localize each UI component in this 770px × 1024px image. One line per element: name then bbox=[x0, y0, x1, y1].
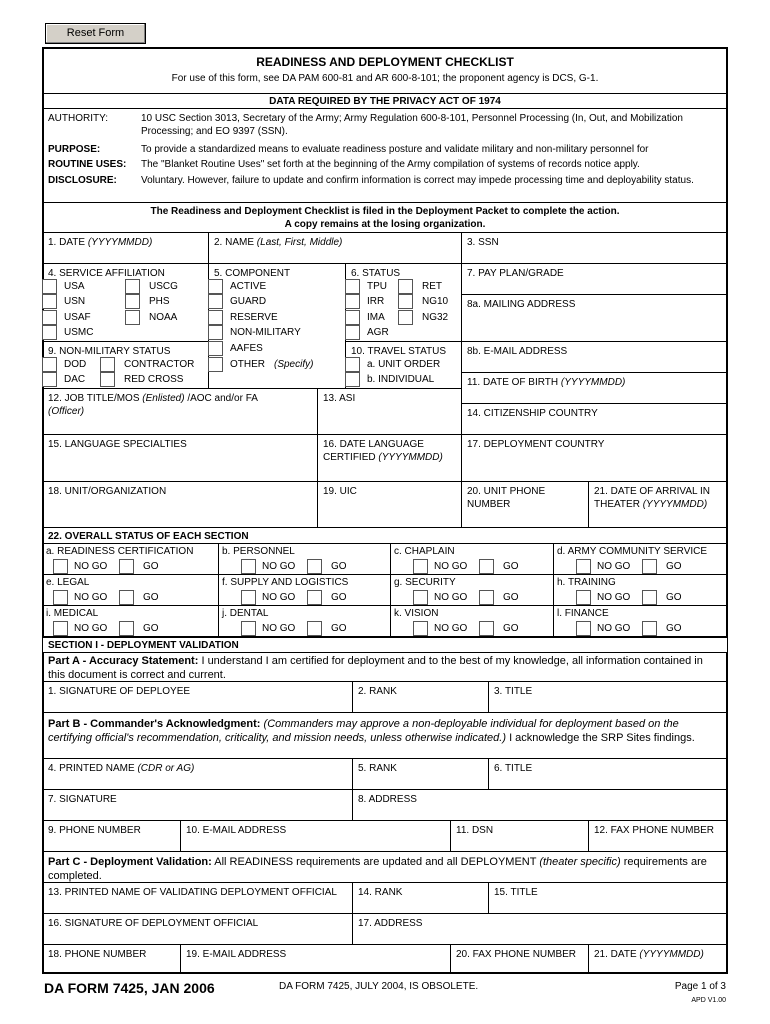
status-section-label: c. CHAPLAIN bbox=[394, 546, 455, 557]
go-checkbox[interactable] bbox=[307, 621, 322, 636]
checkbox-label: USAF bbox=[64, 312, 91, 323]
checkbox-ret[interactable] bbox=[398, 279, 413, 294]
checkbox-label: DOD bbox=[64, 359, 87, 370]
checkbox-usn[interactable] bbox=[42, 294, 57, 309]
checkbox-contractor[interactable] bbox=[100, 357, 115, 372]
nogo-label: NO GO bbox=[597, 561, 631, 572]
job-title-aoc: /AOC and/or FA bbox=[187, 393, 258, 404]
citizenship-field[interactable] bbox=[461, 403, 728, 435]
nogo-label: NO GO bbox=[262, 592, 296, 603]
language-specialties-field[interactable] bbox=[42, 434, 318, 482]
go-label: GO bbox=[143, 592, 159, 603]
travel-status-label: 10. TRAVEL STATUS bbox=[351, 346, 447, 357]
checkbox-label: PHS bbox=[149, 296, 170, 307]
checkbox-uscg[interactable] bbox=[125, 279, 140, 294]
commander-name-field[interactable] bbox=[42, 758, 353, 790]
checkbox-label: DAC bbox=[64, 374, 86, 385]
status-section-label: i. MEDICAL bbox=[46, 608, 99, 619]
status-section-label: f. SUPPLY AND LOGISTICS bbox=[222, 577, 349, 588]
part-a-statement bbox=[42, 652, 728, 682]
go-label: GO bbox=[503, 561, 519, 572]
nogo-checkbox[interactable] bbox=[53, 621, 68, 636]
status-vision bbox=[390, 605, 554, 637]
checkbox-dac[interactable] bbox=[42, 372, 57, 387]
checkbox-non-military[interactable] bbox=[208, 325, 223, 340]
commander-phone-label: 9. PHONE NUMBER bbox=[48, 825, 141, 836]
purpose-label: PURPOSE: bbox=[48, 144, 101, 155]
name-label: 2. NAME bbox=[214, 237, 255, 248]
email-address-label: 8b. E-MAIL ADDRESS bbox=[467, 346, 568, 357]
checkbox-guard[interactable] bbox=[208, 294, 223, 309]
checkbox-label: AGR bbox=[367, 327, 389, 338]
deployee-rank-label: 2. RANK bbox=[358, 686, 397, 697]
deployment-country-label: 17. DEPLOYMENT COUNTRY bbox=[467, 439, 605, 450]
page-number: Page 1 of 3 bbox=[674, 981, 726, 992]
go-label: GO bbox=[503, 623, 519, 634]
checkbox-label: USA bbox=[64, 281, 85, 292]
checkbox-ima[interactable] bbox=[345, 310, 360, 325]
deployee-rank-field[interactable] bbox=[352, 681, 489, 713]
status-finance bbox=[553, 605, 728, 637]
nogo-checkbox[interactable] bbox=[413, 590, 428, 605]
checkbox-label: ACTIVE bbox=[230, 281, 267, 292]
obsolete-notice: DA FORM 7425, JULY 2004, IS OBSOLETE. bbox=[279, 981, 479, 992]
part-c-text: All READINESS requirements are updated and all DEPLOYMENT bbox=[214, 856, 537, 868]
checkbox-ng10[interactable] bbox=[398, 294, 413, 309]
checkbox-irr[interactable] bbox=[345, 294, 360, 309]
commander-signature-label: 7. SIGNATURE bbox=[48, 794, 117, 805]
part-c-statement bbox=[42, 851, 728, 883]
nogo-checkbox[interactable] bbox=[576, 559, 591, 574]
status-training bbox=[553, 574, 728, 606]
go-label: GO bbox=[143, 561, 159, 572]
checkbox-red-cross[interactable] bbox=[100, 372, 115, 387]
asi-field[interactable] bbox=[317, 388, 462, 435]
official-date-field[interactable] bbox=[588, 944, 728, 974]
official-date-format: (YYYYMMDD) bbox=[639, 949, 704, 960]
checkbox-label: RET bbox=[422, 281, 442, 292]
section1-title: SECTION I - DEPLOYMENT VALIDATION bbox=[48, 640, 239, 651]
form-subtitle: For use of this form, see DA PAM 600-81 and AR 600-8-101; the proponent agency is DCS, G-1. bbox=[171, 73, 599, 84]
authority-text: 10 USC Section 3013, Secretary of the Army; Army Regulation 600-8-101, Personnel Processing (In, Out, and Mobilization Processing; and EO 9397 (SSN). bbox=[141, 113, 683, 137]
status-section-label: e. LEGAL bbox=[46, 577, 90, 588]
date-label: 1. DATE bbox=[48, 237, 86, 248]
part-c-italic: (theater specific) bbox=[539, 856, 621, 868]
nogo-label: NO GO bbox=[262, 561, 296, 572]
form-number: DA FORM 7425, JAN 2006 bbox=[44, 980, 215, 996]
nogo-checkbox[interactable] bbox=[53, 559, 68, 574]
checkbox-label: AAFES bbox=[230, 343, 263, 354]
theater-label: THEATER bbox=[594, 499, 640, 510]
unit-organization-label: 18. UNIT/ORGANIZATION bbox=[48, 486, 167, 497]
pay-plan-label: 7. PAY PLAN/GRADE bbox=[467, 268, 564, 279]
deployee-signature-field[interactable] bbox=[42, 681, 353, 713]
status-label: 6. STATUS bbox=[351, 268, 401, 279]
nogo-checkbox[interactable] bbox=[413, 559, 428, 574]
go-label: GO bbox=[666, 592, 682, 603]
routine-uses-label: ROUTINE USES: bbox=[48, 159, 127, 170]
official-fax-label: 20. FAX PHONE NUMBER bbox=[456, 949, 577, 960]
ssn-field[interactable] bbox=[461, 232, 728, 264]
date-of-birth-field[interactable] bbox=[461, 372, 728, 404]
part-a-text: I understand I am certified for deployment and to the best of my knowledge, all information contained in this document is correct and current. bbox=[48, 655, 703, 681]
nogo-label: NO GO bbox=[434, 592, 468, 603]
status-section-label: l. FINANCE bbox=[557, 608, 609, 619]
checkbox-label: NG32 bbox=[422, 312, 449, 323]
checkbox-label: NG10 bbox=[422, 296, 449, 307]
checkbox-aafes[interactable] bbox=[208, 341, 223, 356]
commander-phone-field[interactable] bbox=[42, 820, 181, 852]
go-label: GO bbox=[331, 623, 347, 634]
checkbox-label: NOAA bbox=[149, 312, 178, 323]
validating-official-rank-label: 14. RANK bbox=[358, 887, 403, 898]
date-language-label: 16. DATE LANGUAGE bbox=[323, 439, 424, 450]
date-language-certified-field[interactable] bbox=[317, 434, 462, 482]
mailing-address-field[interactable] bbox=[461, 294, 728, 342]
status-section-label: j. DENTAL bbox=[222, 608, 269, 619]
status-section-label: d. ARMY COMMUNITY SERVICE bbox=[557, 546, 708, 557]
checkbox-label: OTHER bbox=[230, 359, 265, 370]
asi-label: 13. ASI bbox=[323, 393, 356, 404]
go-label: GO bbox=[331, 561, 347, 572]
name-format: (Last, First, Middle) bbox=[256, 237, 343, 248]
status-security bbox=[390, 574, 554, 606]
checkbox-label: a. UNIT ORDER bbox=[367, 359, 441, 370]
section1-header bbox=[42, 637, 728, 653]
part-b-text: I acknowledge the SRP Sites findings. bbox=[509, 732, 695, 744]
deployment-official-signature-label: 16. SIGNATURE OF DEPLOYMENT OFFICIAL bbox=[48, 918, 259, 929]
version: APD V1.00 bbox=[691, 997, 726, 1004]
deployee-title-label: 3. TITLE bbox=[494, 686, 533, 697]
part-c-text2: requirements are completed. bbox=[48, 856, 707, 882]
part-b-statement bbox=[42, 712, 728, 759]
nogo-label: NO GO bbox=[434, 623, 468, 634]
go-checkbox[interactable] bbox=[479, 559, 494, 574]
commander-title-field[interactable] bbox=[488, 758, 728, 790]
official-email-field[interactable] bbox=[180, 944, 451, 974]
arrival-date-field[interactable] bbox=[588, 481, 728, 528]
checkbox-label: NON-MILITARY bbox=[230, 327, 301, 338]
job-title-enlisted: (Enlisted) bbox=[142, 393, 185, 404]
deployment-official-address-label: 17. ADDRESS bbox=[358, 918, 423, 929]
arrival-date-label: 21. DATE OF ARRIVAL IN bbox=[594, 486, 710, 497]
name-field[interactable] bbox=[208, 232, 462, 264]
component-label: 5. COMPONENT bbox=[214, 268, 291, 279]
status-medical bbox=[42, 605, 219, 637]
part-b-label2: - Commander's Acknowledgment: bbox=[80, 718, 261, 730]
go-checkbox[interactable] bbox=[119, 621, 134, 636]
deployee-signature-label: 1. SIGNATURE OF DEPLOYEE bbox=[48, 686, 191, 697]
commander-address-field[interactable] bbox=[352, 789, 728, 821]
status-dental bbox=[218, 605, 391, 637]
unit-phone-label2: NUMBER bbox=[467, 499, 511, 510]
nogo-label: NO GO bbox=[74, 623, 108, 634]
status-section-label: h. TRAINING bbox=[557, 577, 616, 588]
nogo-checkbox[interactable] bbox=[241, 621, 256, 636]
official-fax-field[interactable] bbox=[450, 944, 589, 974]
nogo-checkbox[interactable] bbox=[576, 621, 591, 636]
checkbox-label: USN bbox=[64, 296, 86, 307]
nogo-checkbox[interactable] bbox=[241, 559, 256, 574]
status-section-label: b. PERSONNEL bbox=[222, 546, 295, 557]
filing-notice-line2: A copy remains at the losing organization. bbox=[284, 219, 486, 230]
commander-email-field[interactable] bbox=[180, 820, 451, 852]
mailing-address-label: 8a. MAILING ADDRESS bbox=[467, 299, 576, 310]
official-email-label: 19. E-MAIL ADDRESS bbox=[186, 949, 287, 960]
checkbox-label: TPU bbox=[367, 281, 387, 292]
filing-notice-line1: The Readiness and Deployment Checklist is filed in the Deployment Packet to complete the action. bbox=[150, 206, 620, 217]
go-checkbox[interactable] bbox=[642, 559, 657, 574]
go-checkbox[interactable] bbox=[642, 590, 657, 605]
commander-signature-field[interactable] bbox=[42, 789, 353, 821]
status-section-label: a. READINESS CERTIFICATION bbox=[46, 546, 194, 557]
checkbox-dod[interactable] bbox=[42, 357, 57, 372]
form-title: READINESS AND DEPLOYMENT CHECKLIST bbox=[256, 55, 514, 69]
dob-format: (YYYYMMDD) bbox=[560, 377, 626, 388]
checkbox-active[interactable] bbox=[208, 279, 223, 294]
checkbox-usa[interactable] bbox=[42, 279, 57, 294]
go-label: GO bbox=[666, 561, 682, 572]
status-legal bbox=[42, 574, 219, 606]
checkbox-phs[interactable] bbox=[125, 294, 140, 309]
nogo-label: NO GO bbox=[74, 561, 108, 572]
dob-label: 11. DATE OF BIRTH bbox=[467, 377, 559, 388]
go-label: GO bbox=[143, 623, 159, 634]
commander-address-label: 8. ADDRESS bbox=[358, 794, 417, 805]
deployment-official-signature-field[interactable] bbox=[42, 913, 353, 945]
status-section-label: g. SECURITY bbox=[394, 577, 456, 588]
go-checkbox[interactable] bbox=[307, 590, 322, 605]
checkbox-individual[interactable] bbox=[345, 372, 360, 387]
status-section-label: k. VISION bbox=[394, 608, 439, 619]
status-army-community-service bbox=[553, 543, 728, 575]
unit-phone-label: 20. UNIT PHONE bbox=[467, 486, 546, 497]
nogo-checkbox[interactable] bbox=[576, 590, 591, 605]
uic-field[interactable] bbox=[317, 481, 462, 528]
non-military-status-label: 9. NON-MILITARY STATUS bbox=[48, 346, 171, 357]
commander-fax-field[interactable] bbox=[588, 820, 728, 852]
validating-official-title-label: 15. TITLE bbox=[494, 887, 538, 898]
purpose-text: To provide a standardized means to evaluate readiness posture and validate military and non-military personnel for bbox=[141, 144, 649, 155]
disclosure-label: DISCLOSURE: bbox=[48, 175, 117, 186]
language-specialties-label: 15. LANGUAGE SPECIALTIES bbox=[48, 439, 187, 450]
arrival-date-format: (YYYYMMDD) bbox=[642, 499, 708, 510]
overall-status-label: 22. OVERALL STATUS OF EACH SECTION bbox=[48, 531, 249, 542]
official-phone-field[interactable] bbox=[42, 944, 181, 974]
go-label: GO bbox=[331, 592, 347, 603]
disclosure-text: Voluntary. However, failure to update and confirm information is correct may impede processing time and deployability status. bbox=[141, 175, 694, 186]
date-language-format: (YYYYMMDD) bbox=[378, 452, 443, 463]
part-b-italic: (Commanders may approve a non-deployable individual for deployment based on the certifying official's recommendation, criticality, and mission needs, unless otherwise indicated.) bbox=[48, 718, 679, 744]
filing-notice bbox=[42, 202, 728, 233]
go-checkbox[interactable] bbox=[119, 559, 134, 574]
commander-rank-field[interactable] bbox=[352, 758, 489, 790]
nogo-label: NO GO bbox=[434, 561, 468, 572]
privacy-act-header: DATA REQUIRED BY THE PRIVACY ACT OF 1974 bbox=[42, 93, 728, 109]
overall-status-header bbox=[42, 527, 728, 544]
checkbox-label: USMC bbox=[64, 327, 94, 338]
citizenship-label: 14. CITIZENSHIP COUNTRY bbox=[467, 408, 598, 419]
commander-title-label: 6. TITLE bbox=[494, 763, 533, 774]
nogo-label: NO GO bbox=[74, 592, 108, 603]
go-checkbox[interactable] bbox=[642, 621, 657, 636]
checkbox-other[interactable] bbox=[208, 357, 223, 372]
validating-official-rank-field[interactable] bbox=[352, 882, 489, 914]
part-c-label: Part C - Deployment Validation: bbox=[48, 856, 212, 868]
commander-dsn-field[interactable] bbox=[450, 820, 589, 852]
checkbox-reserve[interactable] bbox=[208, 310, 223, 325]
specify-hint: (Specify) bbox=[274, 359, 314, 370]
part-b-label: Part B bbox=[48, 718, 81, 730]
checkbox-tpu[interactable] bbox=[345, 279, 360, 294]
deployment-official-address-field[interactable] bbox=[352, 913, 728, 945]
nogo-label: NO GO bbox=[262, 623, 296, 634]
uic-label: 19. UIC bbox=[323, 486, 357, 497]
checkbox-usmc[interactable] bbox=[42, 325, 57, 340]
job-title-field[interactable] bbox=[42, 388, 318, 435]
job-title-officer: (Officer) bbox=[48, 406, 85, 417]
commander-dsn-label: 11. DSN bbox=[456, 825, 494, 836]
deployee-title-field[interactable] bbox=[488, 681, 728, 713]
checkbox-label: USCG bbox=[149, 281, 178, 292]
commander-name-hint: (CDR or AG) bbox=[137, 763, 195, 774]
validating-official-name-label: 13. PRINTED NAME OF VALIDATING DEPLOYMENT OFFICIAL bbox=[48, 887, 337, 898]
checkbox-usaf[interactable] bbox=[42, 310, 57, 325]
checkbox-label: GUARD bbox=[230, 296, 267, 307]
official-date-label: 21. DATE bbox=[594, 949, 637, 960]
certified-label: CERTIFIED bbox=[323, 452, 376, 463]
unit-organization-field[interactable] bbox=[42, 481, 318, 528]
checkbox-label: IMA bbox=[367, 312, 385, 323]
status-supply-and-logistics bbox=[218, 574, 391, 606]
nogo-label: NO GO bbox=[597, 623, 631, 634]
service-affiliation-label: 4. SERVICE AFFILIATION bbox=[48, 268, 165, 279]
checkbox-unit-order[interactable] bbox=[345, 357, 360, 372]
commander-fax-label: 12. FAX PHONE NUMBER bbox=[594, 825, 715, 836]
pay-plan-field[interactable] bbox=[461, 263, 728, 295]
go-checkbox[interactable] bbox=[479, 590, 494, 605]
commander-name-label: 4. PRINTED NAME bbox=[48, 763, 135, 774]
checkbox-label: RED CROSS bbox=[124, 374, 184, 385]
part-a-label: Part A - Accuracy Statement: bbox=[48, 655, 199, 667]
go-checkbox[interactable] bbox=[307, 559, 322, 574]
nogo-label: NO GO bbox=[597, 592, 631, 603]
validating-official-title-field[interactable] bbox=[488, 882, 728, 914]
email-address-field[interactable] bbox=[461, 341, 728, 373]
date-field[interactable] bbox=[42, 232, 209, 264]
nogo-checkbox[interactable] bbox=[53, 590, 68, 605]
date-format: (YYYYMMDD) bbox=[87, 237, 153, 248]
reset-form-button[interactable]: Reset Form bbox=[45, 23, 146, 44]
checkbox-ng32[interactable] bbox=[398, 310, 413, 325]
nogo-checkbox[interactable] bbox=[241, 590, 256, 605]
deployment-country-field[interactable] bbox=[461, 434, 728, 482]
ssn-label: 3. SSN bbox=[467, 237, 499, 248]
checkbox-noaa[interactable] bbox=[125, 310, 140, 325]
checkbox-label: CONTRACTOR bbox=[124, 359, 195, 370]
commander-rank-label: 5. RANK bbox=[358, 763, 397, 774]
checkbox-label: RESERVE bbox=[230, 312, 278, 323]
go-checkbox[interactable] bbox=[119, 590, 134, 605]
commander-email-label: 10. E-MAIL ADDRESS bbox=[186, 825, 287, 836]
go-label: GO bbox=[666, 623, 682, 634]
checkbox-label: b. INDIVIDUAL bbox=[367, 374, 435, 385]
status-personnel bbox=[218, 543, 391, 575]
go-checkbox[interactable] bbox=[479, 621, 494, 636]
routine-uses-text: The "Blanket Routine Uses" set forth at the beginning of the Army compilation of systems of records notice apply. bbox=[141, 159, 640, 170]
checkbox-label: IRR bbox=[367, 296, 385, 307]
official-phone-label: 18. PHONE NUMBER bbox=[48, 949, 147, 960]
validating-official-name-field[interactable] bbox=[42, 882, 353, 914]
status-readiness-certification bbox=[42, 543, 219, 575]
unit-phone-field[interactable] bbox=[461, 481, 589, 528]
nogo-checkbox[interactable] bbox=[413, 621, 428, 636]
status-chaplain bbox=[390, 543, 554, 575]
checkbox-agr[interactable] bbox=[345, 325, 360, 340]
go-label: GO bbox=[503, 592, 519, 603]
job-title-label: 12. JOB TITLE/MOS bbox=[48, 393, 140, 404]
authority-label: AUTHORITY: bbox=[48, 113, 109, 124]
